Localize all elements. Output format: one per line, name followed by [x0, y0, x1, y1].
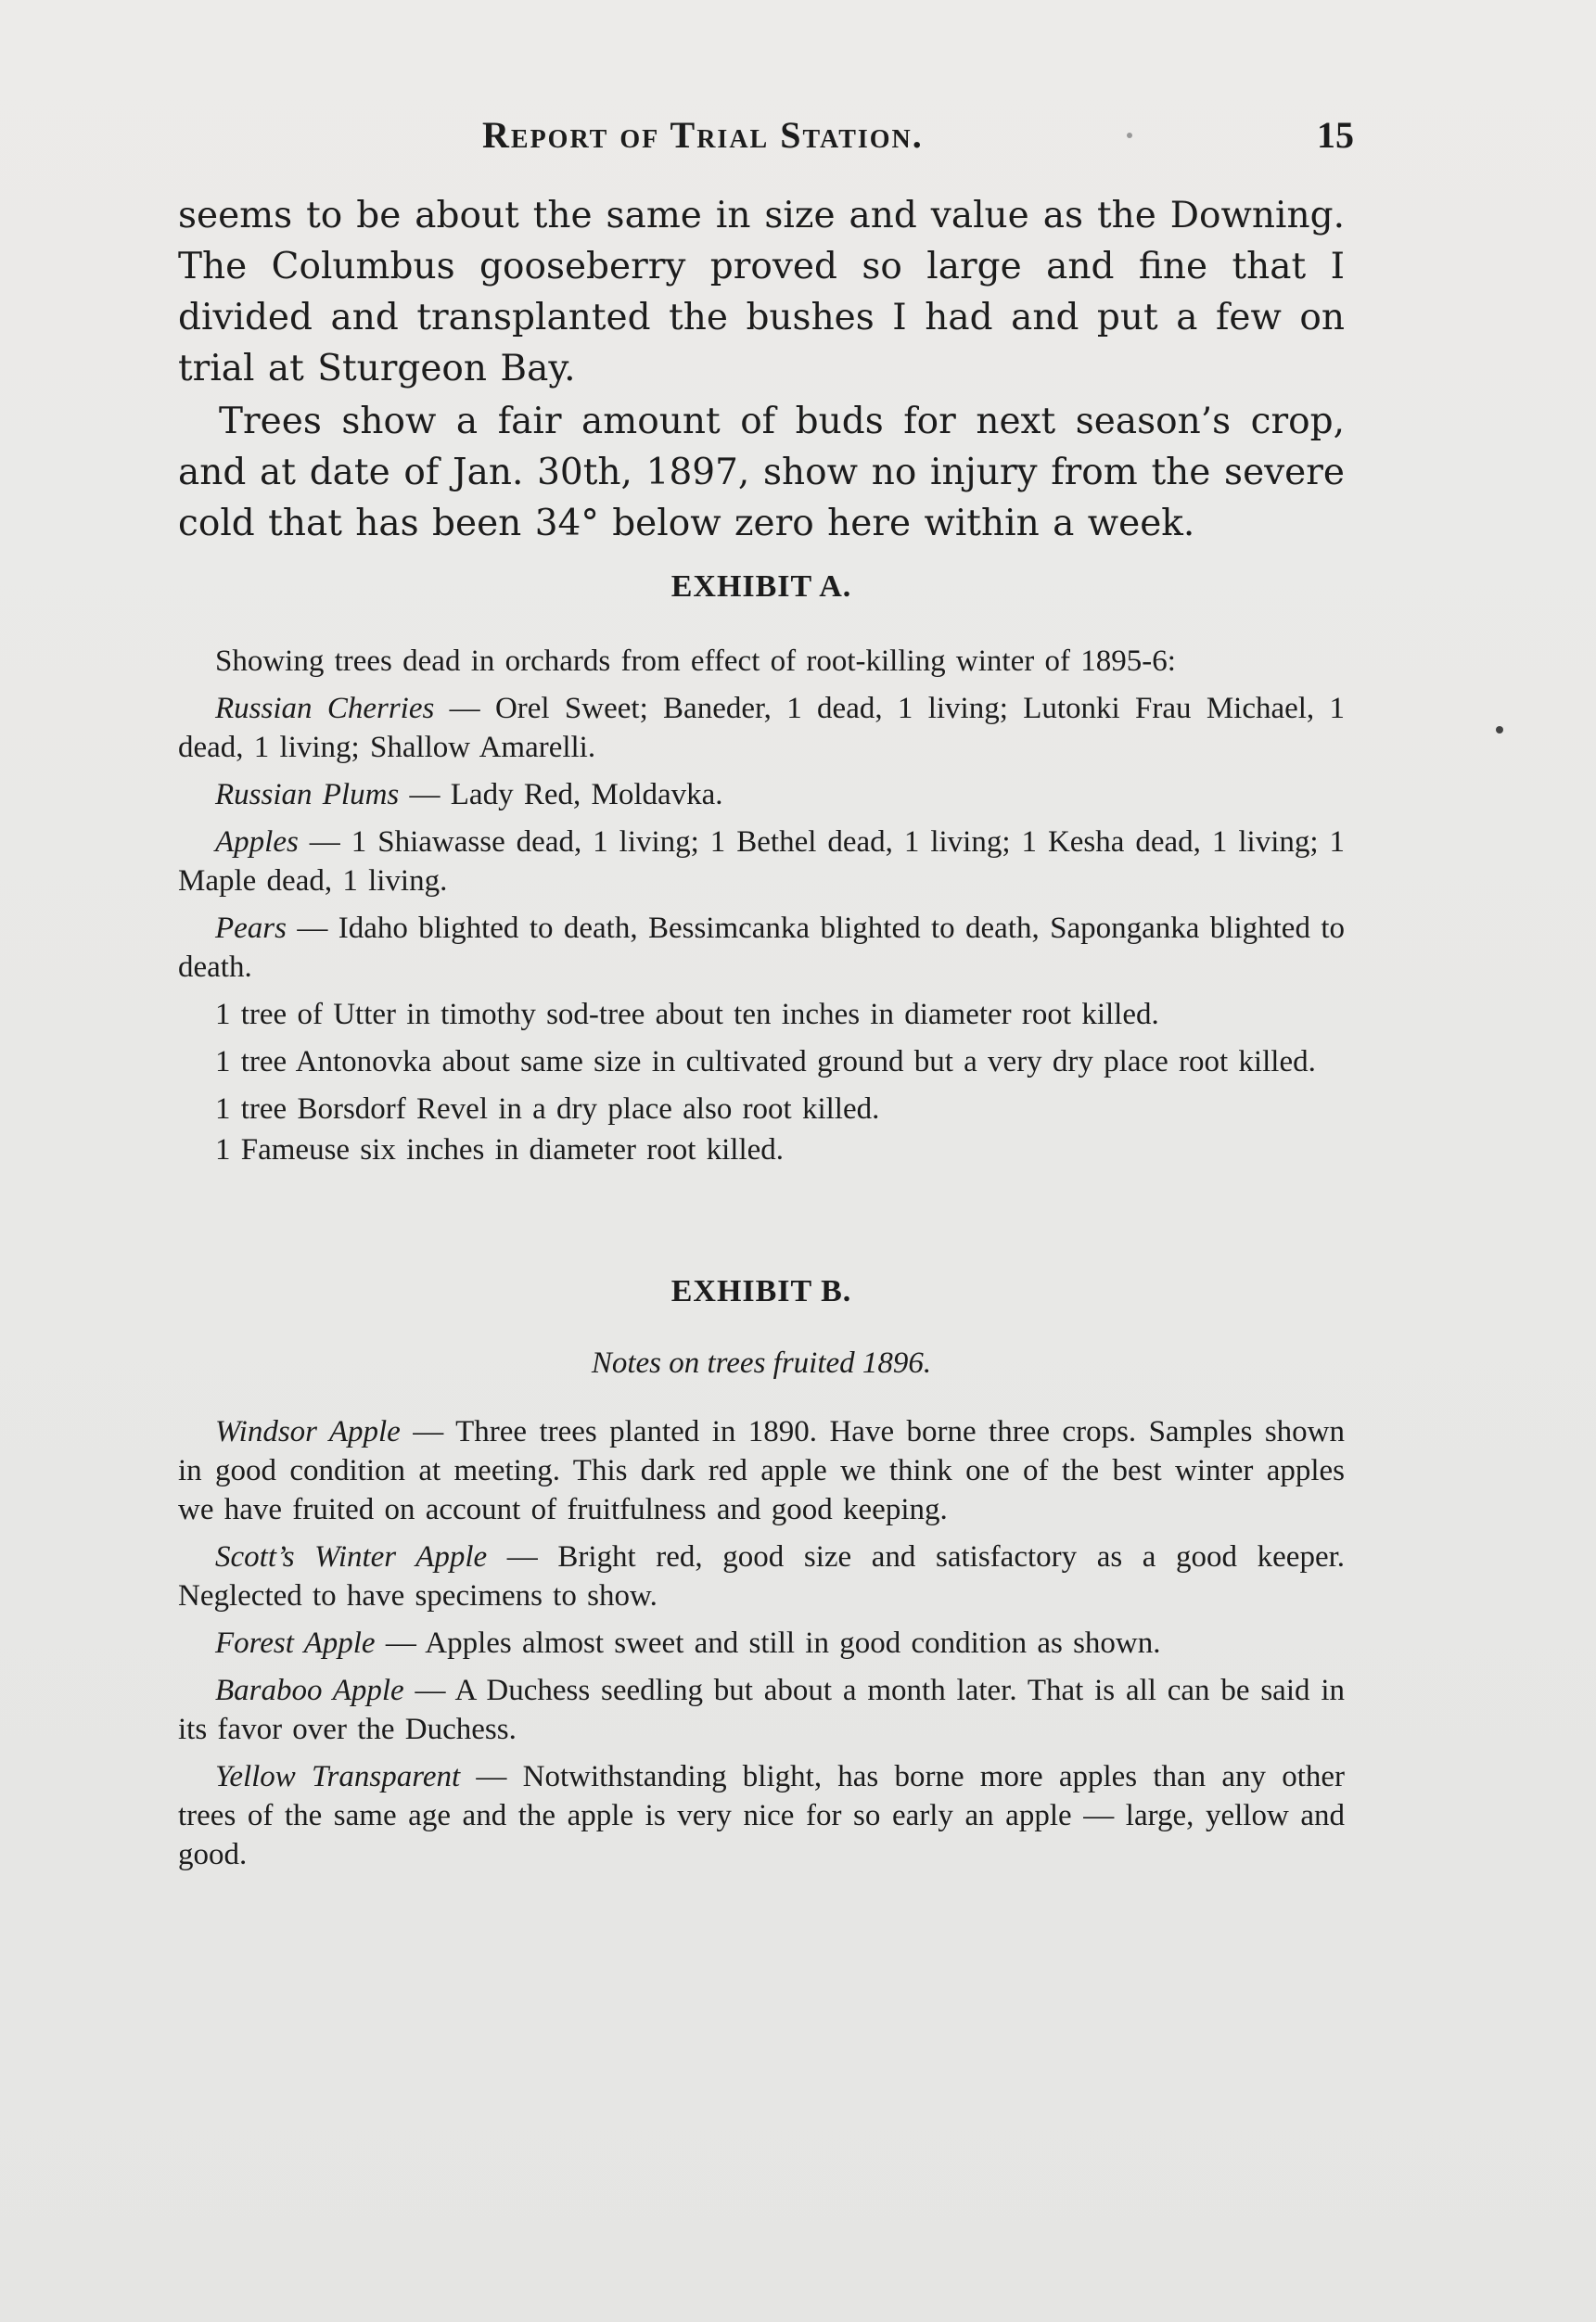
exhibit-a-note: 1 tree Antonovka about same size in cultivated ground but a very dry place root killed. — [215, 1045, 1316, 1078]
entry-label: Apples — [215, 825, 299, 859]
entry-label: Russian Plums — [215, 778, 400, 811]
entry-label: Forest Apple — [215, 1627, 376, 1660]
body-text — [178, 190, 1345, 1882]
exhibit-b-heading: EXHIBIT B. — [670, 1274, 852, 1308]
print-speck — [1496, 726, 1503, 734]
entry-dash: — — [460, 1760, 523, 1793]
intro-paragraph: seems to be about the same in size and value as the Downing. The Columbus gooseberry proved so large and fine that I divided and transplanted the bushes I had and put a few on trial at Sturgeon Bay. — [178, 195, 1345, 389]
running-title: Report of Trial Station. — [482, 114, 924, 156]
entry-dash: — — [298, 825, 351, 859]
entry-label: Windsor Apple — [215, 1415, 401, 1448]
exhibit-b-section — [178, 1412, 1345, 1874]
entry-dash: — — [375, 1627, 426, 1660]
exhibit-a-note: 1 tree Borsdorf Revel in a dry place also root killed. — [215, 1092, 880, 1126]
page-number: 15 — [1317, 114, 1354, 156]
exhibit-a-note: 1 Fameuse six inches in diameter root killed. — [215, 1133, 785, 1167]
entry-text: Three trees planted in 1890. Have borne three crops. Samples shown in good condition at meeting. This dark red apple we think one of the best winter apples we have fruited on account of fruitfulness and good keeping. — [178, 1415, 1345, 1526]
entry-label: Pears — [215, 912, 287, 945]
entry-text: Apples almost sweet and still in good condition as shown. — [425, 1627, 1161, 1660]
exhibit-a-entry — [178, 823, 1345, 900]
exhibit-a-entry — [178, 689, 1345, 767]
entry-dash: — — [287, 912, 338, 945]
entry-dash: — — [487, 1540, 558, 1574]
entry-text: Orel Sweet; Baneder, 1 dead, 1 living; Lutonki Frau Michael, 1 dead, 1 living; Shallow Amarelli. — [178, 692, 1345, 764]
entry-label: Baraboo Apple — [215, 1674, 404, 1707]
entry-dash: — — [403, 1674, 455, 1707]
intro-paragraph: Trees show a fair amount of buds for next season’s crop, and at date of Jan. 30th, 1897, show no injury from the severe cold that has been 34° below zero here within a week. — [178, 401, 1345, 544]
entry-text: Notwithstanding blight, has borne more apples than any other trees of the same age and the apple is very nice for so early an apple — large, yellow and good. — [178, 1760, 1346, 1871]
entry-label: Russian Cherries — [215, 692, 435, 725]
entry-label: Scott’s Winter Apple — [215, 1540, 488, 1574]
exhibit-a-intro: Showing trees dead in orchards from effect of root-killing winter of 1895-6: — [215, 644, 1176, 678]
entry-text: Bright red, good size and satisfactory as a good keeper. Neglected to have specimens to show. — [178, 1540, 1346, 1613]
exhibit-b-entry — [178, 1412, 1345, 1529]
running-head — [176, 113, 1354, 159]
entry-dash: — — [434, 692, 495, 725]
exhibit-b-subheading: Notes on trees fruited 1896. — [591, 1346, 932, 1380]
exhibit-a-entry — [178, 775, 1345, 814]
entry-dash: — — [399, 778, 451, 811]
exhibit-b-entry — [178, 1537, 1345, 1615]
intro-section — [178, 190, 1345, 549]
exhibit-a-entry — [178, 909, 1345, 987]
exhibit-a-section — [178, 642, 1345, 1169]
entry-text: 1 Shiawasse dead, 1 living; 1 Bethel dead, 1 living; 1 Kesha dead, 1 living; 1 Maple dead, 1 living. — [178, 825, 1345, 898]
entry-text: Idaho blighted to death, Bessimcanka blighted to death, Saponganka blighted to death. — [178, 912, 1346, 984]
entry-label: Yellow Transparent — [215, 1760, 461, 1793]
entry-text: A Duchess seedling but about a month later. That is all can be said in its favor over the Duchess. — [178, 1674, 1345, 1746]
exhibit-a-heading: EXHIBIT A. — [670, 569, 852, 604]
entry-text: Lady Red, Moldavka. — [450, 778, 723, 811]
exhibit-b-entry — [178, 1671, 1345, 1749]
entry-dash: — — [400, 1415, 456, 1448]
exhibit-b-entry — [178, 1624, 1345, 1663]
exhibit-a-note: 1 tree of Utter in timothy sod-tree about ten inches in diameter root killed. — [215, 998, 1159, 1031]
exhibit-b-entry — [178, 1757, 1345, 1874]
